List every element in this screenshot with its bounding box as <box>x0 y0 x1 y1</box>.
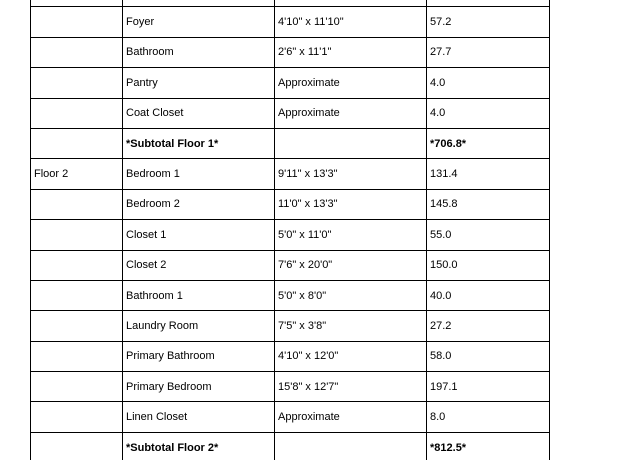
room-cell: Laundry Room <box>123 311 275 341</box>
room-cell: Bathroom 1 <box>123 280 275 310</box>
room-cell: Primary Bedroom <box>123 372 275 402</box>
area-cell: 8.0 <box>427 402 550 432</box>
table-row <box>31 0 550 7</box>
room-area-table-body <box>31 0 550 460</box>
floor-cell <box>31 98 123 128</box>
dimensions-cell: 4'10" x 11'10" <box>275 7 427 37</box>
subtotal-label: *Subtotal Floor 2* <box>123 432 275 460</box>
area-cell: 27.7 <box>427 37 550 67</box>
table-row <box>31 250 550 280</box>
room-cell: Linen Closet <box>123 402 275 432</box>
area-cell: 4.0 <box>427 98 550 128</box>
dimensions-cell <box>275 432 427 460</box>
area-cell: 131.4 <box>427 159 550 189</box>
room-cell <box>123 0 275 7</box>
subtotal-row <box>31 432 550 460</box>
area-cell: 27.2 <box>427 311 550 341</box>
table-row <box>31 159 550 189</box>
dimensions-cell: 15'8" x 12'7" <box>275 372 427 402</box>
table-row <box>31 311 550 341</box>
floor-cell <box>31 311 123 341</box>
table-row <box>31 220 550 250</box>
area-cell: 4.0 <box>427 68 550 98</box>
subtotal-label: *Subtotal Floor 1* <box>123 128 275 158</box>
floor-cell <box>31 250 123 280</box>
table-row <box>31 189 550 219</box>
dimensions-cell: 11'0" x 13'3" <box>275 189 427 219</box>
area-cell: 145.8 <box>427 189 550 219</box>
floor-cell <box>31 220 123 250</box>
area-cell: 57.2 <box>427 7 550 37</box>
table-row <box>31 372 550 402</box>
floor-cell: Floor 2 <box>31 159 123 189</box>
room-cell: Foyer <box>123 7 275 37</box>
dimensions-cell: 5'0" x 11'0" <box>275 220 427 250</box>
area-cell: 150.0 <box>427 250 550 280</box>
dimensions-cell: 4'10" x 12'0" <box>275 341 427 371</box>
floor-cell <box>31 68 123 98</box>
floor-cell <box>31 280 123 310</box>
room-cell: Coat Closet <box>123 98 275 128</box>
room-cell: Bedroom 1 <box>123 159 275 189</box>
table-row <box>31 7 550 37</box>
room-cell: Primary Bathroom <box>123 341 275 371</box>
dimensions-cell: Approximate <box>275 98 427 128</box>
floor-cell <box>31 372 123 402</box>
dimensions-cell <box>275 0 427 7</box>
room-cell: Closet 2 <box>123 250 275 280</box>
subtotal-value: *812.5* <box>427 432 550 460</box>
area-cell: 58.0 <box>427 341 550 371</box>
dimensions-cell: 7'6" x 20'0" <box>275 250 427 280</box>
area-cell: 55.0 <box>427 220 550 250</box>
table-row <box>31 341 550 371</box>
floor-cell <box>31 0 123 7</box>
dimensions-cell: 5'0" x 8'0" <box>275 280 427 310</box>
floor-cell <box>31 128 123 158</box>
subtotal-row <box>31 128 550 158</box>
room-cell: Closet 1 <box>123 220 275 250</box>
table-row <box>31 402 550 432</box>
dimensions-cell: 7'5" x 3'8" <box>275 311 427 341</box>
area-cell: 40.0 <box>427 280 550 310</box>
table-row <box>31 98 550 128</box>
area-cell: 197.1 <box>427 372 550 402</box>
dimensions-cell: 9'11" x 13'3" <box>275 159 427 189</box>
room-area-table <box>30 0 550 460</box>
floor-cell <box>31 341 123 371</box>
room-cell: Bathroom <box>123 37 275 67</box>
table-row <box>31 68 550 98</box>
table-row <box>31 37 550 67</box>
dimensions-cell: 2'6" x 11'1" <box>275 37 427 67</box>
room-cell: Pantry <box>123 68 275 98</box>
table-row <box>31 280 550 310</box>
subtotal-value: *706.8* <box>427 128 550 158</box>
dimensions-cell: Approximate <box>275 402 427 432</box>
floor-cell <box>31 7 123 37</box>
area-cell <box>427 0 550 7</box>
dimensions-cell: Approximate <box>275 68 427 98</box>
floor-cell <box>31 189 123 219</box>
room-cell: Bedroom 2 <box>123 189 275 219</box>
floor-cell <box>31 37 123 67</box>
floor-cell <box>31 432 123 460</box>
dimensions-cell <box>275 128 427 158</box>
floor-cell <box>31 402 123 432</box>
